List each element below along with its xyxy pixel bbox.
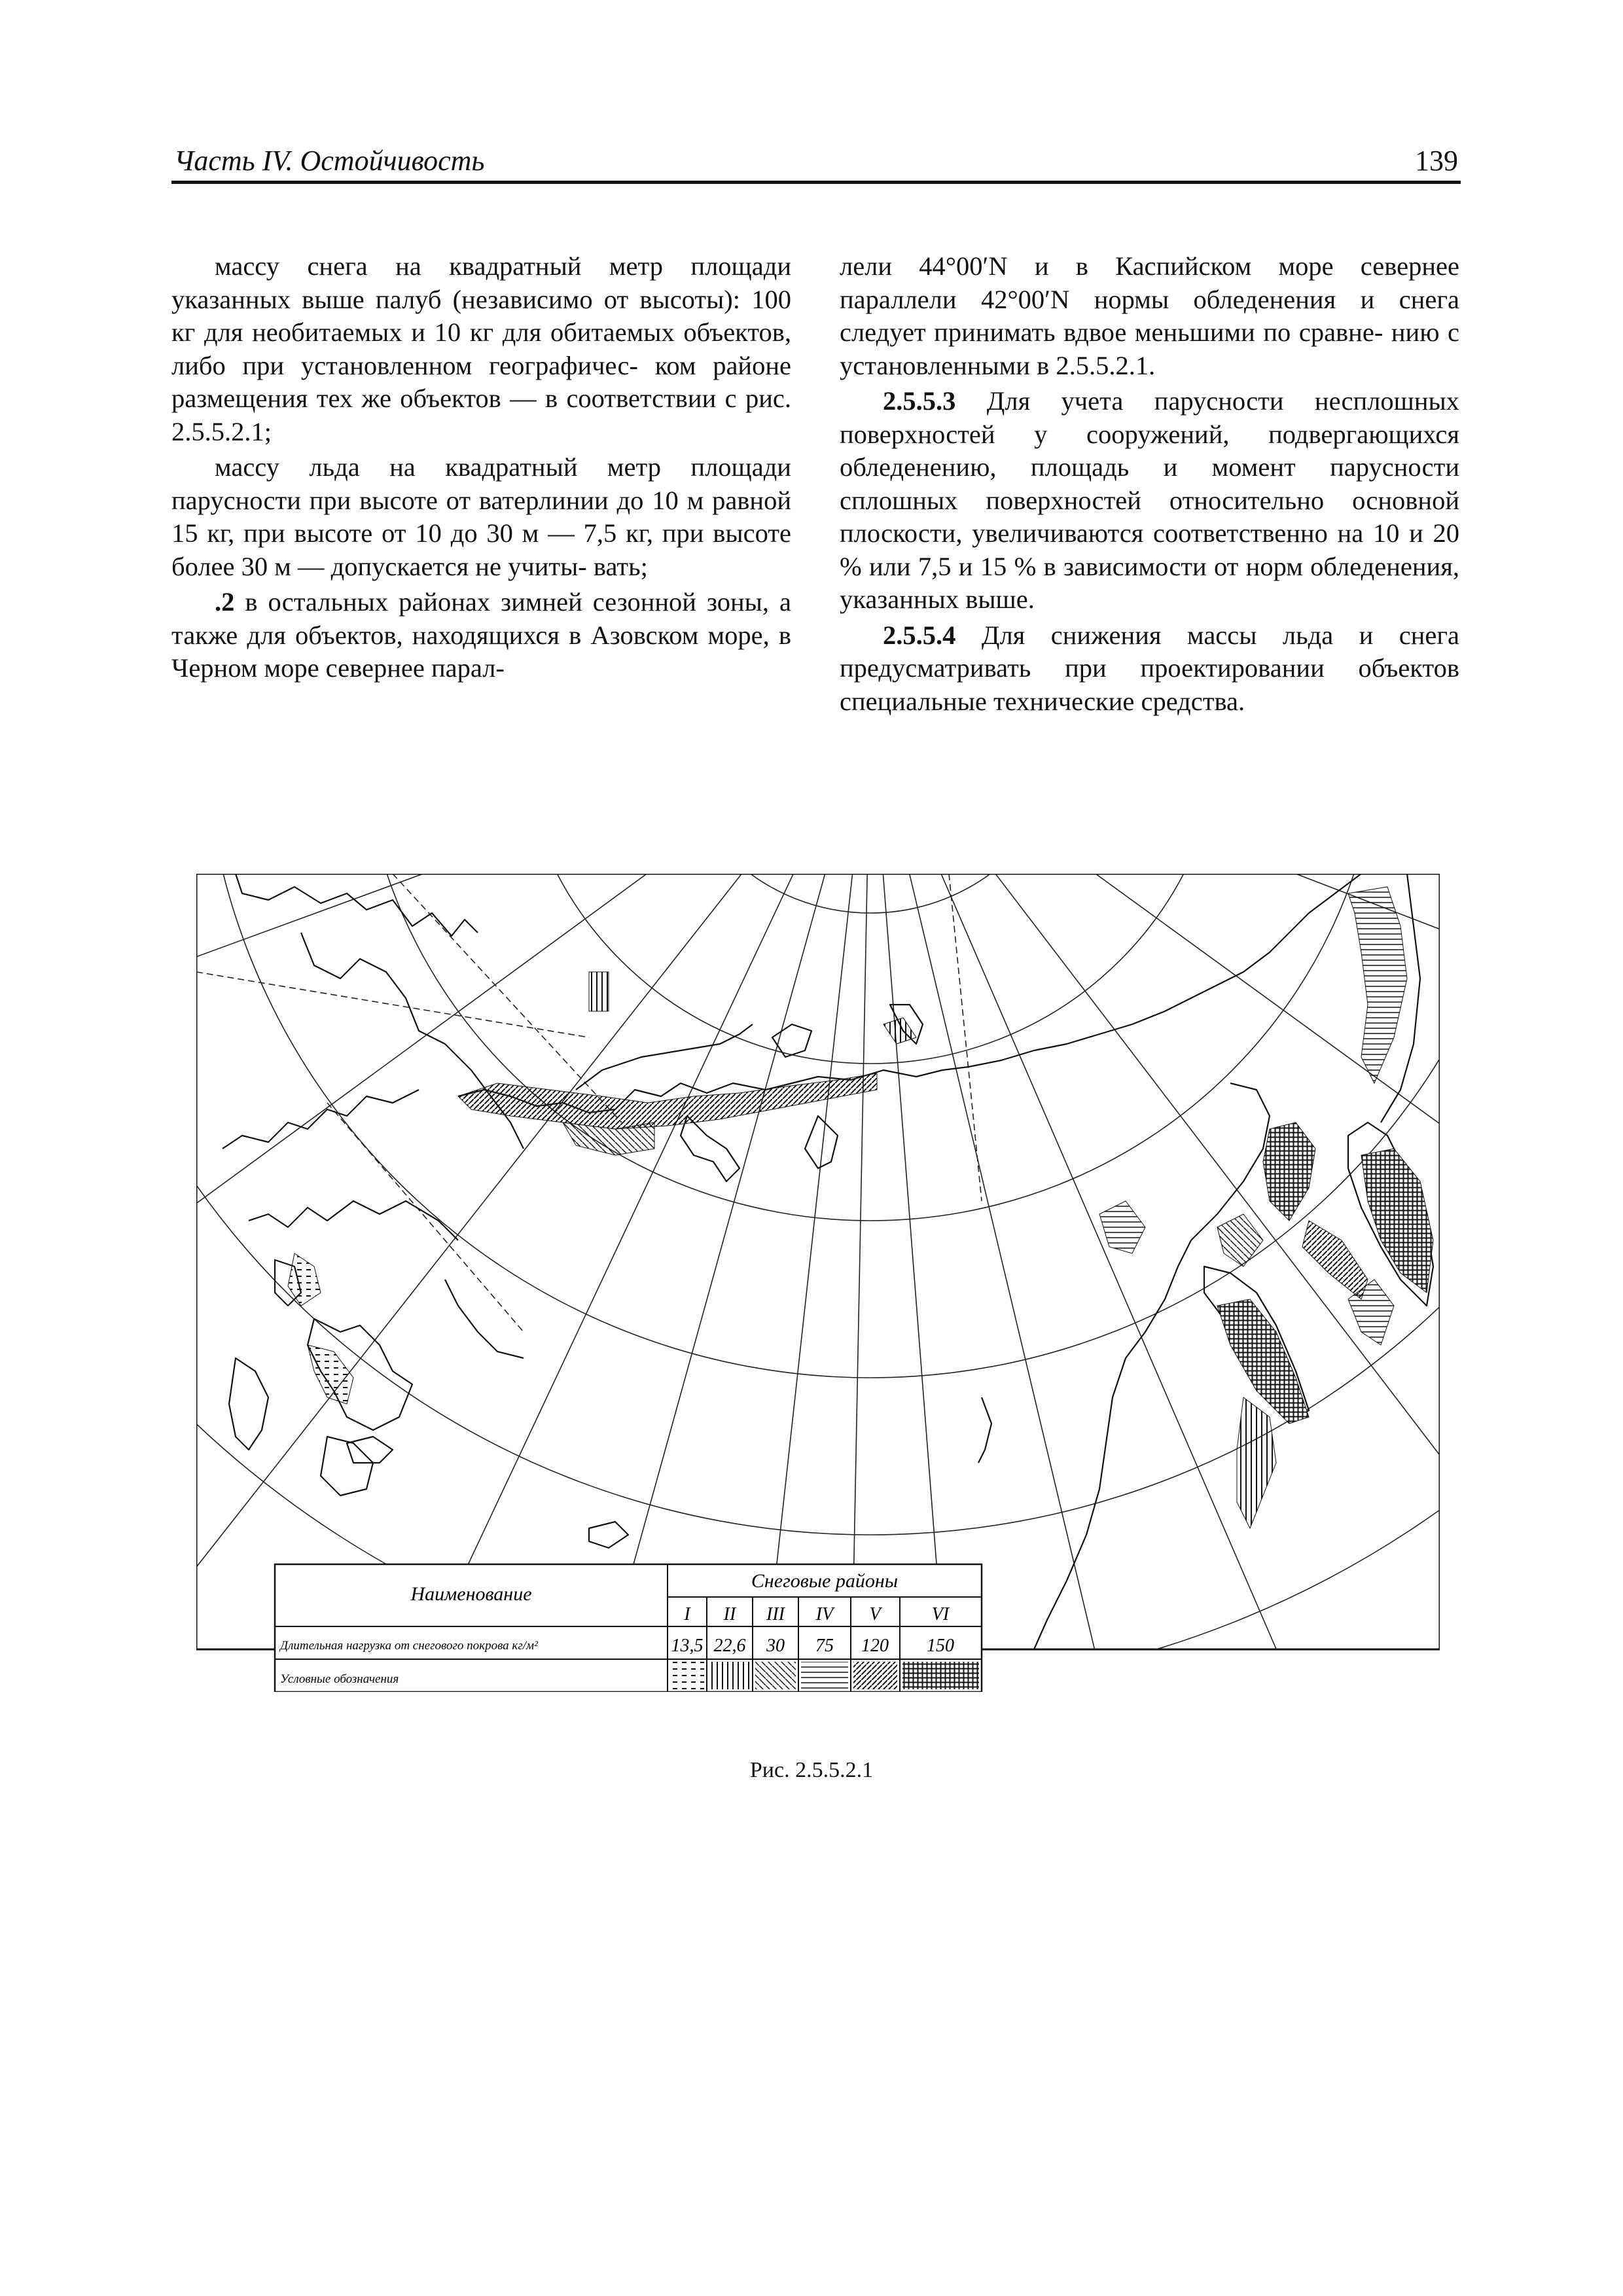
left-paragraph-2: массу льда на квадратный метр площади парусности при высоте от ватерлинии до 10 м равной 15 кг, при высоте от 10 до 30 м — 7,5 кг, при высоте более 30 м — допускается не учиты- вать; xyxy=(171,452,792,581)
legend-group-header: Снеговые районы xyxy=(751,1570,899,1592)
load-value-II: 22,6 xyxy=(713,1636,746,1656)
left-paragraph-3: .2 в остальных районах зимней сезонной зоны, а также для объектов, находящихся в Азовском море, в Черном море севернее парал- xyxy=(171,587,791,683)
district-VI-swatch xyxy=(902,1662,979,1689)
district-II-label: II xyxy=(723,1604,736,1624)
left-paragraph-1: массу снега на квадратный метр площади указанных выше палуб (независимо от высоты): 100 кг для необитаемых и 10 кг для обитаемых объектов, либо при установленном географичес- ком районе размещения тех же объектов — в соответствии с рис. 2.5.5.2.1; xyxy=(171,251,792,446)
load-value-I: 13,5 xyxy=(671,1636,704,1656)
right-paragraph-1: лели 44°00′N и в Каспийском море севернее параллели 42°00′N нормы обледенения и снега следует принимать вдвое меньшими по сравне- нию с установленными в 2.5.5.2.1. xyxy=(840,251,1459,380)
district-V-swatch xyxy=(853,1662,897,1689)
right-paragraph-3: 2.5.5.4 Для снижения массы льда и снега предусматривать при проектировании объектов специальные технические средства. xyxy=(840,620,1459,716)
page-number: 139 xyxy=(1415,145,1458,177)
load-value-IV: 75 xyxy=(815,1636,834,1656)
district-IV-label: IV xyxy=(815,1604,834,1624)
right-paragraph-2: 2.5.5.3 Для учета парусности несплошных поверхностей у сооружений, подвергающихся обледенению, площадь и момент парусности сплошных поверхностей относительно основной плоскости, увеличиваются соответственно на 10 и 20 % или 7,5 и 15 % в зависимости от норм обледенения, указанных выше. xyxy=(840,386,1460,614)
load-value-VI: 150 xyxy=(927,1636,954,1656)
load-value-III: 30 xyxy=(766,1636,785,1656)
load-row-label: Длительная нагрузка от снегового покрова кг/м² xyxy=(280,1639,538,1653)
district-VI-label: VI xyxy=(931,1604,950,1624)
district-I-label: I xyxy=(684,1604,690,1624)
header-title: Часть IV. Остойчивость xyxy=(174,145,485,177)
snow-districts-map xyxy=(196,874,1440,1692)
left-column xyxy=(171,250,791,688)
district-IV-swatch xyxy=(801,1662,848,1689)
figure-caption: Рис. 2.5.5.2.1 xyxy=(749,1758,874,1782)
district-III-swatch xyxy=(755,1662,796,1689)
load-value-V: 120 xyxy=(861,1636,889,1656)
district-III-label: III xyxy=(766,1604,785,1624)
legend-name-header: Наименование xyxy=(410,1583,532,1605)
district-I-swatch xyxy=(670,1662,704,1689)
district-II-swatch xyxy=(709,1662,750,1689)
district-V-label: V xyxy=(869,1604,881,1624)
right-column xyxy=(840,250,1459,721)
symbols-row-label: Условные обозначения xyxy=(280,1672,399,1686)
snow-districts-map-figure xyxy=(196,874,1440,1692)
snow-districts-legend-table xyxy=(275,1564,982,1692)
running-header xyxy=(171,143,1461,184)
